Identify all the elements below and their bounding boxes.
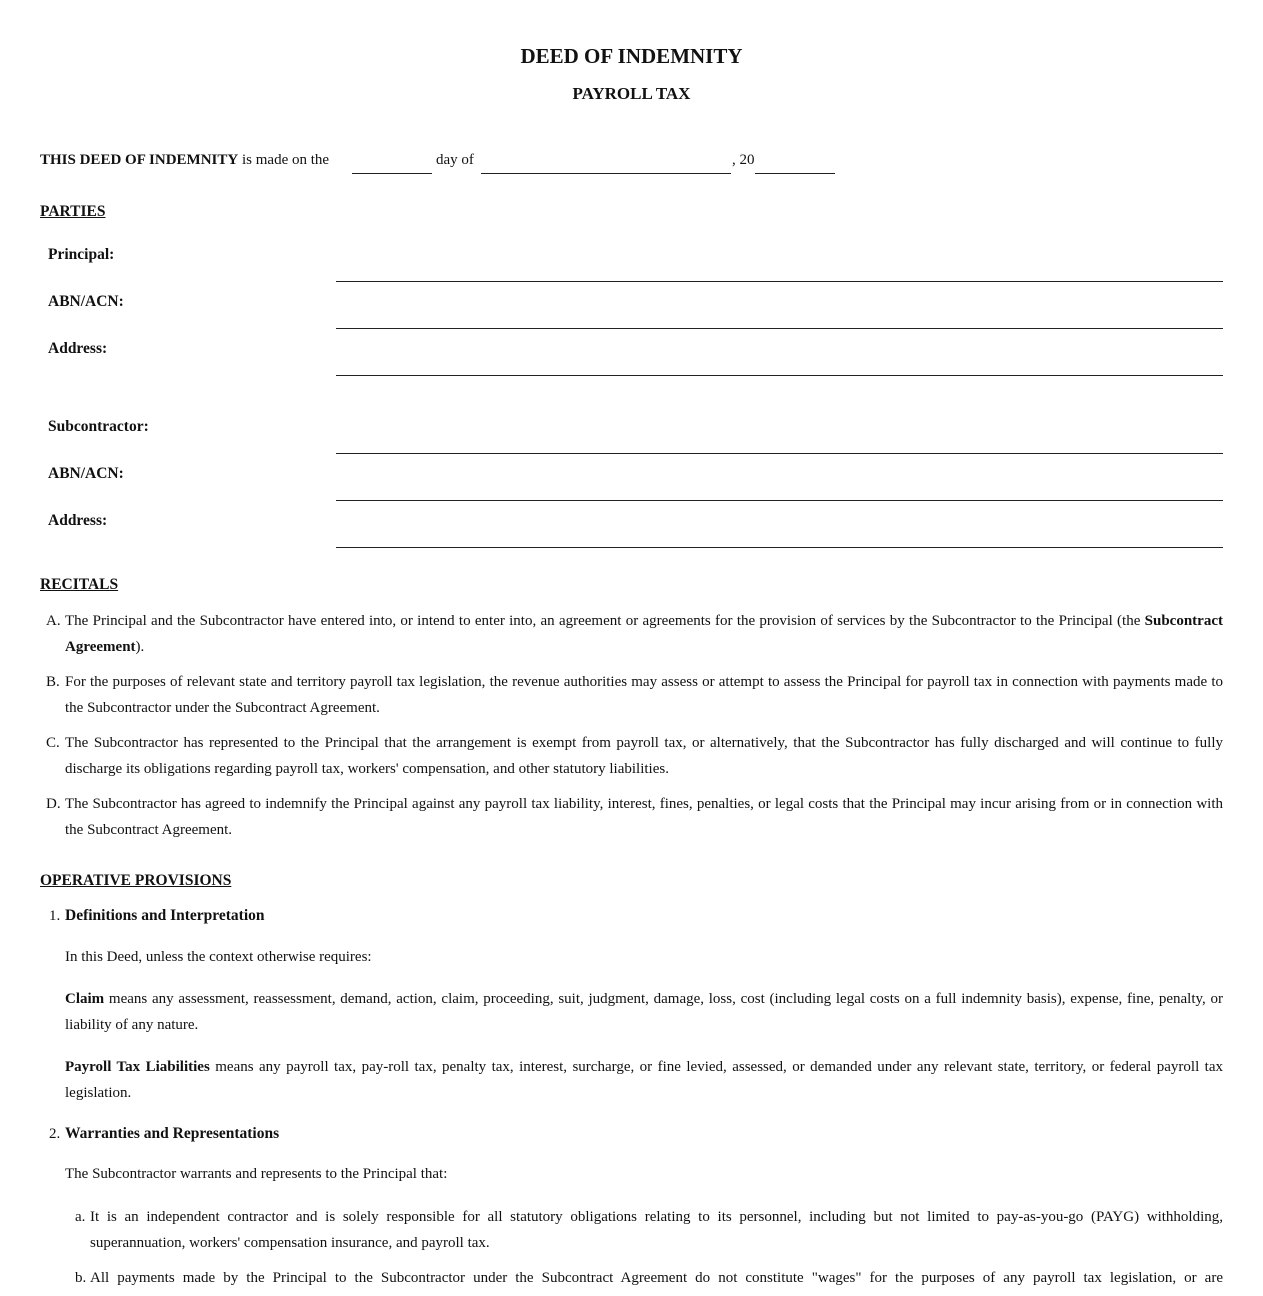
recital-a [65,609,1223,660]
subclause-marker: a. [75,1209,86,1225]
definition-term: Claim [65,991,105,1007]
month-blank-line[interactable] [481,173,731,174]
clause-marker: 2. [49,1126,61,1142]
intro-line [40,152,329,169]
recital-defined-term: Subcontract Agreement [65,613,1223,655]
definition-claim [65,987,1223,1038]
recital-marker: C. [46,735,60,751]
clause-2-intro: The Subcontractor warrants and represents to the Principal that: [65,1166,448,1182]
principal-abn-label: ABN/ACN: [48,293,124,310]
parties-heading: PARTIES [40,203,106,220]
subcontractor-name-line[interactable] [336,453,1223,454]
principal-name-line[interactable] [336,281,1223,282]
subcontractor-abn-label: ABN/ACN: [48,465,124,482]
subclause-marker: b. [75,1270,87,1286]
subcontractor-address-line[interactable] [336,547,1223,548]
subclause-a: It is an independent contractor and is solely responsible for all statutory obligations relating to its personnel, including but not limited to pay-as-you-go (PAYG) withholding, superannuation, workers' compensation insurance, and payroll tax. [90,1209,1223,1251]
document-subtitle: PAYROLL TAX [572,84,691,103]
definition-text: means any assessment, reassessment, demand, action, claim, proceeding, suit, judgment, damage, loss, cost (including legal costs on a full indemnity basis), expense, fine, penalty, or liability of any nature. [65,991,1224,1033]
principal-label: Principal: [48,246,115,263]
clause-1-heading: Definitions and Interpretation [65,907,265,924]
subcontractor-abn-line[interactable] [336,500,1223,501]
intro-bold: THIS DEED OF INDEMNITY [40,152,239,168]
definition-payroll-tax-liabilities [65,1055,1223,1106]
subcontractor-address-label: Address: [48,512,108,529]
subcontractor-label: Subcontractor: [48,418,149,435]
recital-tail: ). [135,638,145,655]
definition-text: means any payroll tax, pay-roll tax, penalty tax, interest, surcharge, or fine levied, assessed, or demanded under any relevant state, territory, or federal payroll tax legislation. [65,1059,1224,1101]
clause-marker: 1. [49,908,61,924]
document-title: DEED OF INDEMNITY [520,44,743,68]
recital-b: For the purposes of relevant state and territory payroll tax legislation, the revenue authorities may assess or attempt to assess the Principal for payroll tax in connection with payments made to the Subcontractor under the Subcontract Agreement. [65,674,1223,716]
operative-heading: OPERATIVE PROVISIONS [40,872,232,889]
intro-text-3: , 20 [732,152,755,168]
recital-text: The Principal and the Subcontractor have entered into, or intend to enter into, an agreement or agreements for the provision of services by the Subcontractor to the Principal (the [65,613,1141,629]
recital-marker: D. [46,796,61,812]
principal-address-line[interactable] [336,375,1223,376]
clause-2-heading: Warranties and Representations [65,1125,280,1142]
intro-text-2: day of [436,152,474,168]
recital-d: The Subcontractor has agreed to indemnify the Principal against any payroll tax liability, interest, fines, penalties, or legal costs that the Principal may incur arising from or in connection with the Subcontract Agreement. [65,796,1223,838]
principal-abn-line[interactable] [336,328,1223,329]
definition-term: Payroll Tax Liabilities [65,1059,210,1075]
recital-marker: A. [46,613,61,629]
recitals-heading: RECITALS [40,576,119,593]
intro-text-1: is made on the [241,152,330,168]
subclause-b: All payments made by the Principal to the Subcontractor under the Subcontract Agreement do not constitute "wages" for the purposes of any payroll tax legislation, or are [90,1270,1223,1286]
day-blank-line[interactable] [352,173,432,174]
year-blank-line[interactable] [755,173,835,174]
recital-c: The Subcontractor has represented to the Principal that the arrangement is exempt from payroll tax, or alternatively, that the Subcontractor has fully discharged and will continue to fully discharge its obligations regarding payroll tax, workers' compensation, and other statutory liabilities. [65,735,1223,777]
principal-address-label: Address: [48,340,108,357]
clause-1-intro: In this Deed, unless the context otherwise requires: [65,949,372,965]
recital-marker: B. [46,674,60,690]
